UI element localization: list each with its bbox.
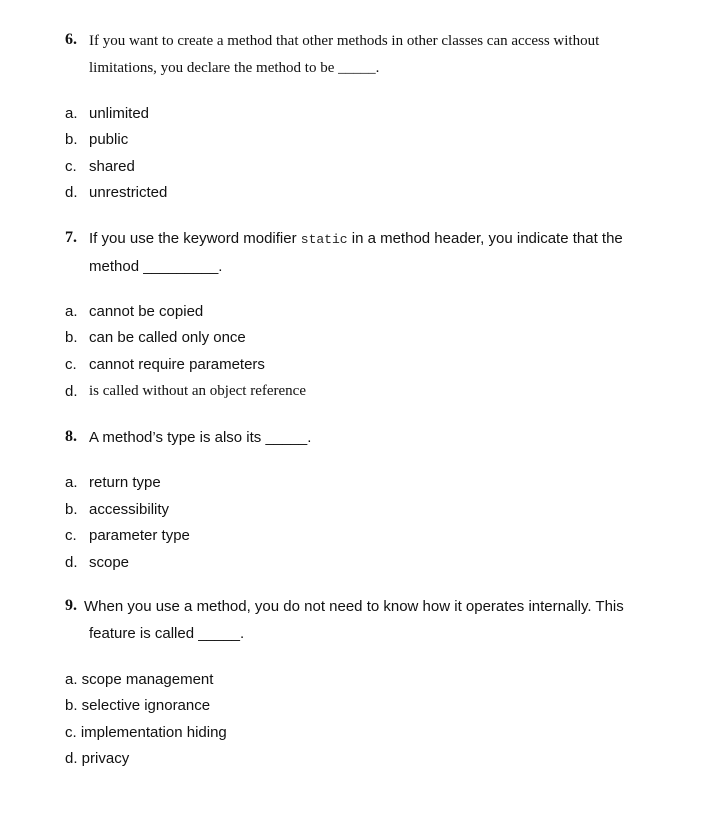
option-text: a. scope management — [65, 671, 214, 688]
question-number: 6. — [65, 31, 77, 48]
option-letter: a. — [65, 303, 78, 320]
option-letter: c. — [65, 527, 77, 544]
option-letter: b. — [65, 501, 78, 518]
option-text: d. privacy — [65, 750, 130, 767]
option-letter: d. — [65, 184, 78, 201]
option-text: cannot be copied — [89, 303, 204, 320]
option-text: cannot require parameters — [89, 356, 265, 373]
option-letter: a. — [65, 474, 78, 491]
question-text-line2: limitations, you declare the method to be _____. — [89, 60, 380, 76]
option-text: c. implementation hiding — [65, 724, 227, 741]
question-text-line2: feature is called _____. — [89, 625, 245, 642]
question-text-line2: method _________. — [89, 258, 223, 275]
option-letter: d. — [65, 554, 78, 571]
option-letter: d. — [65, 383, 78, 400]
option-text: b. selective ignorance — [65, 697, 211, 714]
question-text-post: in a method header, you indicate that the — [347, 230, 623, 247]
option-text: public — [89, 131, 129, 148]
option-letter: c. — [65, 158, 77, 175]
question-text-pre: If you use the keyword modifier — [89, 230, 301, 247]
question-number: 9. — [65, 597, 77, 614]
code-keyword: static — [300, 232, 348, 247]
question-number: 7. — [65, 229, 77, 246]
option-text: is called without an object reference — [89, 383, 306, 399]
option-text: scope — [89, 554, 130, 571]
question-number: 8. — [65, 428, 77, 445]
option-text: unlimited — [89, 105, 150, 122]
option-text: return type — [89, 474, 161, 491]
option-letter: c. — [65, 356, 77, 373]
option-letter: b. — [65, 131, 78, 148]
question-text-line1: If you want to create a method that other methods in other classes can access without — [89, 33, 600, 49]
option-text: unrestricted — [89, 184, 168, 201]
option-letter: a. — [65, 105, 78, 122]
question-text-line1: A method’s type is also its _____. — [89, 429, 312, 446]
question-text-line1 — [89, 230, 623, 247]
option-letter: b. — [65, 329, 78, 346]
option-text: parameter type — [89, 527, 190, 544]
question-text-line1: When you use a method, you do not need to know how it operates internally. This — [84, 598, 624, 615]
option-text: can be called only once — [89, 329, 246, 346]
option-text: accessibility — [89, 501, 170, 518]
option-text: shared — [89, 158, 135, 175]
